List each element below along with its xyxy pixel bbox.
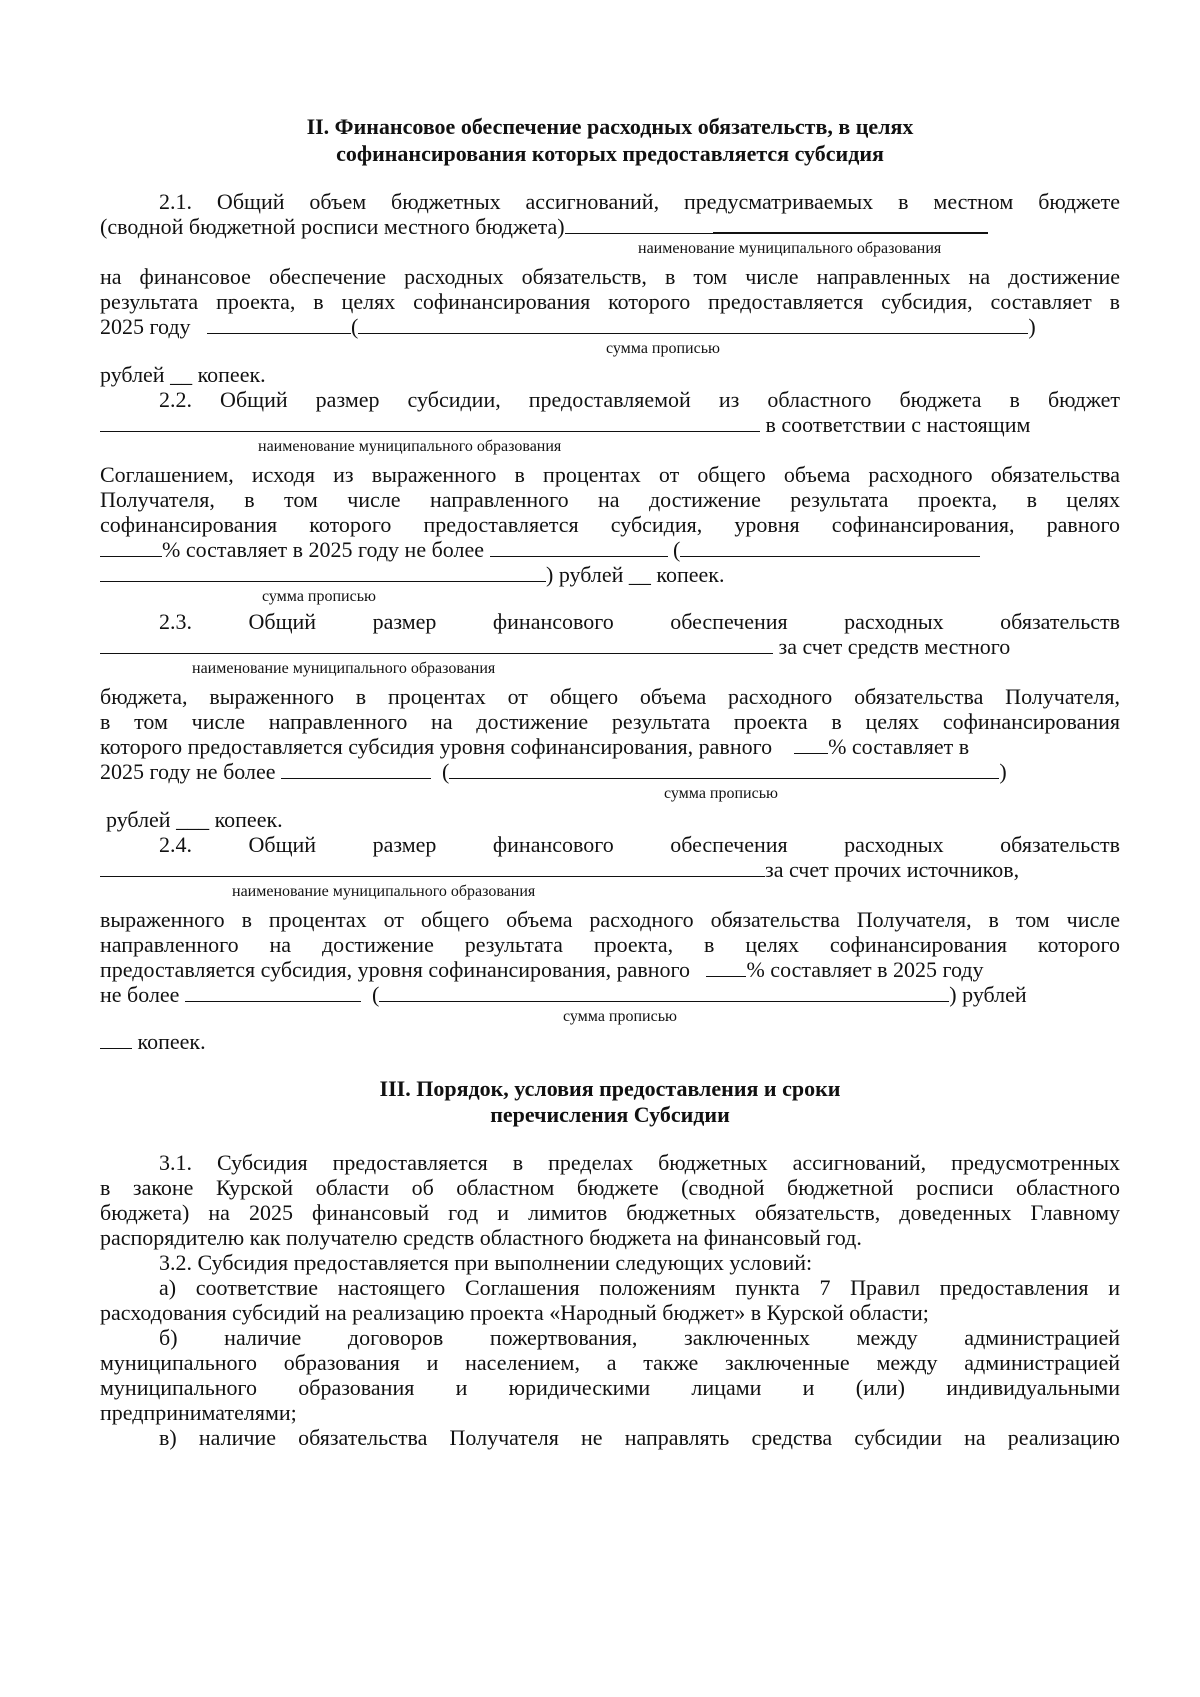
p21-line-5-text: 2025 году: [100, 314, 191, 339]
blank-amount-words-cont[interactable]: [100, 562, 546, 582]
blank-amount[interactable]: [185, 982, 361, 1002]
p21-line-3: на финансовое обеспечение расходных обязательств, в том числе направленных на достижение: [100, 264, 1120, 289]
p23-line-5-text-2: % составляет в: [828, 734, 970, 759]
blank-amount[interactable]: [281, 759, 431, 779]
p32-line-1: 3.2. Субсидия предоставляется при выполнении следующих условий:: [159, 1250, 813, 1275]
blank-kopecks[interactable]: [100, 1029, 132, 1049]
p24-line-5: [100, 956, 1120, 983]
section-2-title-line-2: софинансирования которых предоставляется субсидия: [336, 141, 884, 166]
blank-municipality[interactable]: [100, 634, 773, 654]
p31-line-2: в законе Курской области об областном бюджете (сводной бюджетной росписи областного: [100, 1175, 1120, 1200]
p31-line-4: распорядителю как получателю средств областного бюджета на финансовый год.: [100, 1225, 862, 1250]
paren-open: (: [371, 982, 380, 1007]
blank-municipality[interactable]: [100, 857, 765, 877]
section-3-title-line-2: перечисления Субсидии: [490, 1102, 730, 1127]
p21-caption-municipality: наименование муниципального образования: [638, 240, 942, 257]
p32-item-v-line-1: в) наличие обязательства Получателя не направлять средства субсидии на реализацию: [159, 1425, 1120, 1450]
p22-line-5: софинансирования которого предоставляется субсидия, уровня софинансирования, равного: [100, 512, 1120, 537]
p32-item-b-line-3: муниципального образования и юридическими лицами и (или) индивидуальными: [100, 1375, 1120, 1400]
p22-line-7-text: ) рублей __ копеек.: [546, 562, 725, 587]
p22-line-7: [100, 561, 1120, 588]
blank-amount-words[interactable]: [379, 982, 949, 1002]
p31-line-1: 3.1. Субсидия предоставляется в пределах бюджетных ассигнований, предусмотренных: [159, 1150, 1120, 1175]
blank-field[interactable]: [713, 213, 988, 234]
p24-line-5-text-2: % составляет в 2025 году: [746, 957, 984, 982]
p23-line-4: в том числе направленного на достижение результата проекта в целях софинансирования: [100, 709, 1120, 734]
p22-line-1: 2.2. Общий размер субсидии, предоставляемой из областного бюджета в бюджет: [159, 387, 1120, 412]
p32-item-a-line-1: а) соответствие настоящего Соглашения положениям пункта 7 Правил предоставления и: [159, 1275, 1120, 1300]
paren-close: ): [999, 759, 1007, 784]
blank-percent[interactable]: [706, 957, 746, 977]
p23-line-5: [100, 733, 1120, 760]
p23-line-2: [100, 633, 1120, 660]
p22-line-6: [100, 536, 1120, 563]
p23-caption-municipality: наименование муниципального образования: [192, 660, 496, 677]
blank-amount[interactable]: [490, 537, 668, 557]
p21-line-2-text: (сводной бюджетной росписи местного бюджета): [100, 214, 565, 239]
blank-amount-words[interactable]: [680, 537, 980, 557]
p24-line-2: [100, 856, 1120, 883]
p22-line-6-text: % составляет в 2025 году не более: [162, 537, 484, 562]
p24-line-3: выраженного в процентах от общего объема расходного обязательства Получателя, в том числе: [100, 907, 1120, 932]
p24-line-7-text: копеек.: [137, 1029, 206, 1054]
p32-item-b-line-1: б) наличие договоров пожертвования, заключенных между администрацией: [159, 1325, 1120, 1350]
blank-amount[interactable]: [207, 314, 351, 334]
section-2-title-line-1: II. Финансовое обеспечение расходных обязательств, в целях: [306, 114, 914, 139]
blank-amount-words[interactable]: [449, 759, 999, 779]
p22-caption-municipality: наименование муниципального образования: [258, 438, 562, 455]
paren-open: (: [351, 314, 359, 339]
p22-line-4: Получателя, в том числе направленного на достижение результата проекта, в целях: [100, 487, 1120, 512]
p24-line-5-text: предоставляется субсидия, уровня софинансирования, равного: [100, 957, 690, 982]
p23-line-6-text: 2025 году не более: [100, 759, 276, 784]
p23-line-2-text: за счет средств местного: [778, 634, 1011, 659]
p23-line-1: 2.3. Общий размер финансового обеспечения расходных обязательств: [159, 609, 1120, 634]
section-3-title-line-1: III. Порядок, условия предоставления и сроки: [379, 1076, 841, 1101]
p23-line-6: [100, 758, 1120, 785]
p31-line-3: бюджета) на 2025 финансовый год и лимитов бюджетных обязательств, доведенных Главному: [100, 1200, 1120, 1225]
p32-item-b-line-2: муниципального образования и населением, а также заключенные между администрацией: [100, 1350, 1120, 1375]
p23-line-7: рублей ___ копеек.: [106, 807, 283, 832]
blank-percent[interactable]: [794, 734, 828, 754]
paren-close: ): [1028, 314, 1036, 339]
p22-line-2-text: в соответствии с настоящим: [765, 412, 1031, 437]
p24-line-7: [100, 1028, 1120, 1055]
p24-line-6-text: не более: [100, 982, 180, 1007]
p23-line-5-text: которого предоставляется субсидия уровня софинансирования, равного: [100, 734, 773, 759]
p21-caption-sum: сумма прописью: [606, 340, 720, 357]
p22-line-3: Соглашением, исходя из выраженного в процентах от общего объема расходного обязательства: [100, 462, 1120, 487]
p24-line-6: [100, 981, 1120, 1008]
p32-item-b-line-4: предпринимателями;: [100, 1400, 297, 1425]
paren-open: (: [441, 759, 450, 784]
p22-caption-sum: сумма прописью: [262, 588, 376, 605]
blank-amount-words[interactable]: [358, 314, 1028, 334]
p21-line-6: рублей __ копеек.: [100, 362, 266, 387]
p21-line-2: [100, 213, 1120, 240]
p24-line-4: направленного на достижение результата проекта, в целях софинансирования которого: [100, 932, 1120, 957]
blank-municipality[interactable]: [100, 412, 760, 432]
p23-caption-sum: сумма прописью: [664, 785, 778, 802]
p24-caption-sum: сумма прописью: [563, 1008, 677, 1025]
p24-caption-municipality: наименование муниципального образования: [232, 883, 536, 900]
p32-item-a-line-2: расходования субсидий на реализацию проекта «Народный бюджет» в Курской области;: [100, 1300, 929, 1325]
p24-line-6-text-2: ) рублей: [949, 982, 1027, 1007]
p21-line-1: 2.1. Общий объем бюджетных ассигнований, предусматриваемых в местном бюджете: [159, 189, 1120, 214]
p24-line-1: 2.4. Общий размер финансового обеспечения расходных обязательств: [159, 832, 1120, 857]
paren-open: (: [673, 537, 681, 562]
p21-line-5: [100, 313, 1120, 340]
blank-percent[interactable]: [100, 537, 162, 557]
p22-line-2: [100, 411, 1120, 438]
p23-line-3: бюджета, выраженного в процентах от общего объема расходного обязательства Получателя,: [100, 684, 1120, 709]
p21-line-4: результата проекта, в целях софинансирования которого предоставляется субсидия, составляет в: [100, 289, 1120, 314]
p24-line-2-text: за счет прочих источников,: [765, 857, 1020, 882]
blank-field[interactable]: [565, 214, 713, 234]
